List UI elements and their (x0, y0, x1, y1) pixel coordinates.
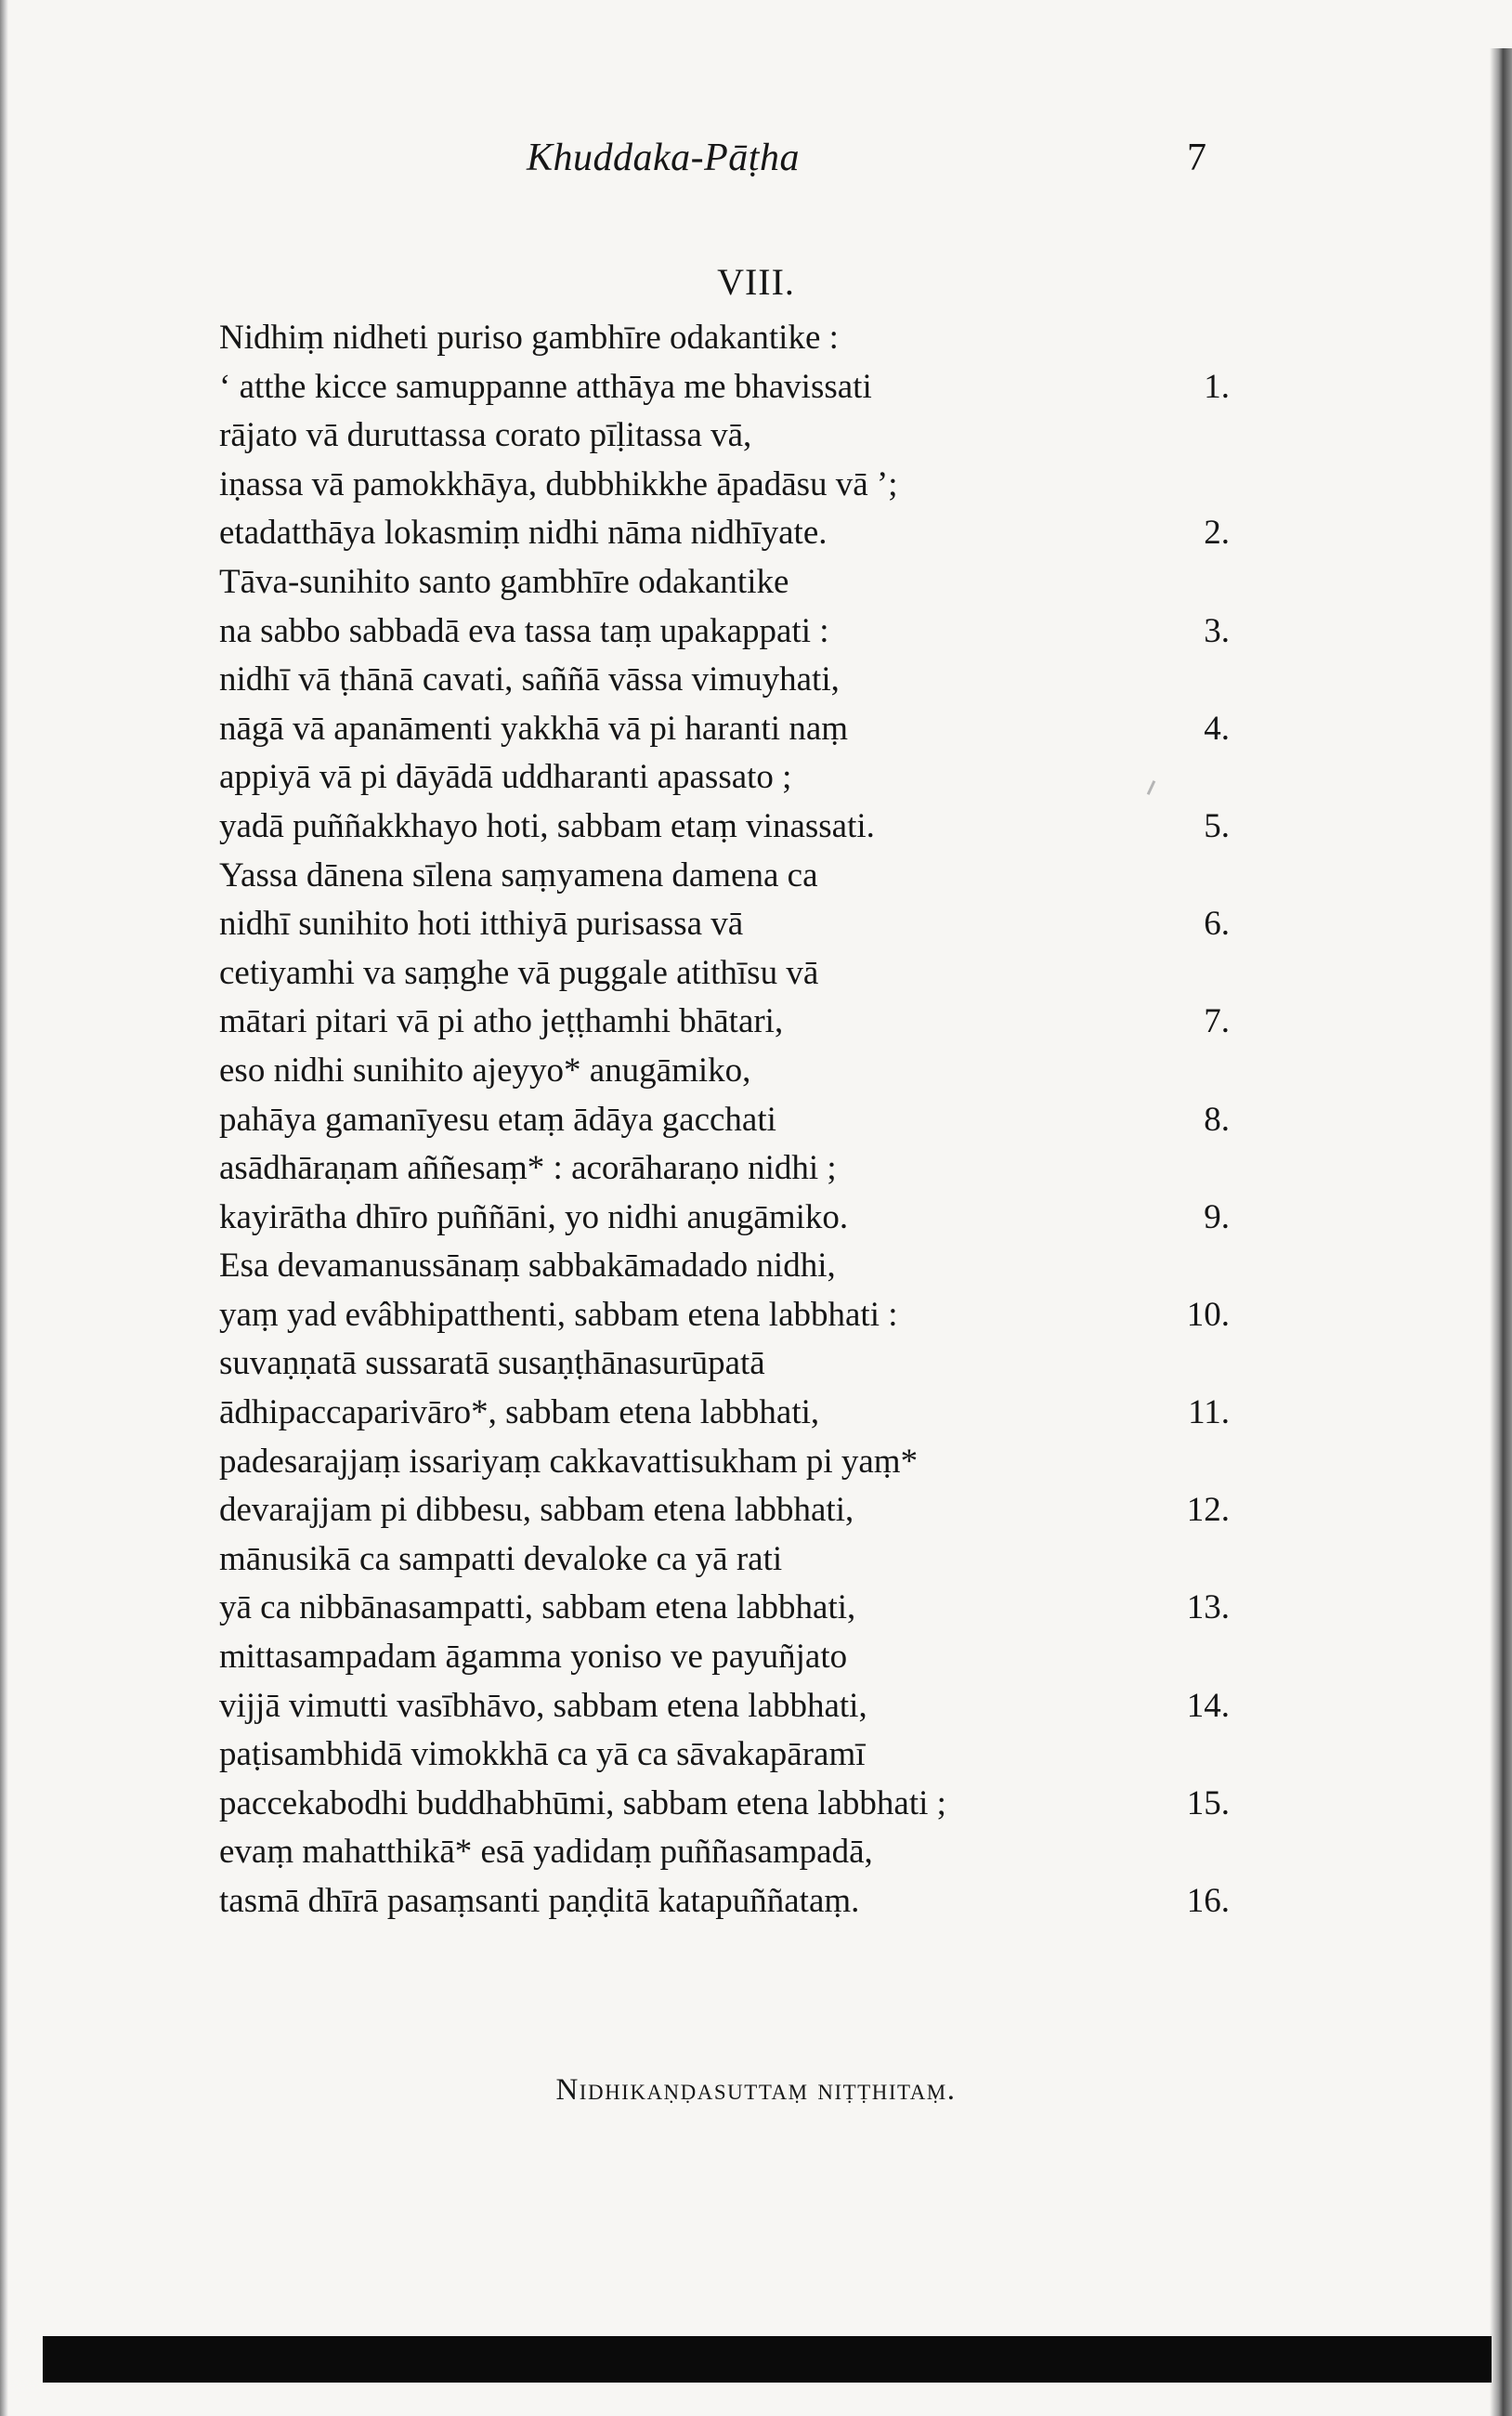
verse-line-text: Nidhiṃ nidheti puriso gambhīre odakantike : (219, 319, 839, 357)
verse-line-text: etadatthāya lokasmiṃ nidhi nāma nidhīyate. (219, 514, 828, 553)
verse-line (219, 1194, 1241, 1243)
verse-line-text: mānusikā ca sampatti devaloke ca yā rati (219, 1539, 783, 1578)
verse-line (219, 1438, 1241, 1487)
verse-line (219, 1339, 1241, 1389)
verse-number: 5. (1204, 806, 1230, 845)
verse-number: 1. (1204, 367, 1230, 406)
page-left-shadow (0, 0, 8, 2416)
verse-line (219, 509, 1241, 558)
section-heading: VIII. (717, 261, 795, 303)
verse-line-text: Esa devamanussānaṃ sabbakāmadado nidhi, (219, 1247, 836, 1286)
verse-line-text: mātari pitari vā pi atho jeṭṭhamhi bhātari, (219, 1002, 784, 1041)
verse-line-text: eso nidhi sunihito ajeyyo* anugāmiko, (219, 1051, 751, 1090)
verse-line-text: yā ca nibbānasampatti, sabbam etena labbhati, (219, 1588, 856, 1627)
verse-number: 8. (1204, 1100, 1230, 1139)
verse-line-text: yadā puññakkhayo hoti, sabbam etaṃ vinassati. (219, 806, 875, 845)
verse-number: 14. (1186, 1686, 1230, 1725)
verse-number: 6. (1204, 905, 1230, 944)
verse-line (219, 949, 1241, 999)
verse-line-text: devarajjam pi dibbesu, sabbam etena labbhati, (219, 1491, 854, 1530)
verse-line (219, 558, 1241, 607)
verse-line (219, 1730, 1241, 1780)
verse-line (219, 1096, 1241, 1145)
verse-line (219, 607, 1241, 657)
verse-line-text: ‘ atthe kicce samuppanne atthāya me bhavissati (219, 367, 872, 406)
verse-line-text: na sabbo sabbadā eva tassa taṃ upakappati : (219, 611, 829, 650)
verse-line (219, 1584, 1241, 1633)
verse-number: 4. (1204, 709, 1230, 748)
verse-line (219, 656, 1241, 705)
verse-line-text: nidhī vā ṭhānā cavati, saññā vāssa vimuyhati, (219, 660, 840, 699)
page-right-binding-edge (1490, 48, 1512, 2416)
verse-line (219, 852, 1241, 901)
verse-line (219, 1144, 1241, 1194)
verse-number: 7. (1204, 1002, 1230, 1041)
verse-line (219, 314, 1241, 363)
verse-number: 16. (1186, 1882, 1230, 1920)
verse-line (219, 1291, 1241, 1340)
page-number: 7 (1187, 137, 1206, 179)
verse-number: 12. (1186, 1491, 1230, 1530)
verse-line (219, 1389, 1241, 1438)
verse-line-text: evaṃ mahatthikā* esā yadidaṃ puññasampadā, (219, 1833, 873, 1872)
verse-number: 15. (1186, 1783, 1230, 1822)
verse-line-text: ādhipaccaparivāro*, sabbam etena labbhati, (219, 1393, 820, 1432)
verse-line-text: asādhāraṇam aññesaṃ* : acorāharaṇo nidhi ; (219, 1149, 837, 1188)
running-head-title: Khuddaka-Pāṭha (527, 137, 800, 179)
verse-line-text: nāgā vā apanāmenti yakkhā vā pi haranti naṃ (219, 709, 849, 748)
verse-line (219, 1682, 1241, 1731)
verse-line-text: paccekabodhi buddhabhūmi, sabbam etena labbhati ; (219, 1783, 946, 1822)
running-head (0, 136, 1512, 191)
verse-line (219, 998, 1241, 1047)
verse-number: 10. (1186, 1295, 1230, 1334)
verse-number: 13. (1186, 1588, 1230, 1627)
scan-bottom-border (43, 2336, 1492, 2383)
verse-line-text: mittasampadam āgamma yoniso ve payuñjato (219, 1638, 848, 1677)
verse-line (219, 1780, 1241, 1829)
verse-line-text: appiyā vā pi dāyādā uddharanti apassato ; (219, 758, 792, 797)
verse-line-text: Tāva-sunihito santo gambhīre odakantike (219, 562, 789, 601)
verse-line (219, 461, 1241, 510)
verse-line (219, 753, 1241, 803)
verse-number: 3. (1204, 611, 1230, 650)
verse-line (219, 1242, 1241, 1291)
verse-line-text: vijjā vimutti vasībhāvo, sabbam etena labbhati, (219, 1686, 867, 1725)
verse-line (219, 363, 1241, 412)
verse-line (219, 1486, 1241, 1535)
verse-line (219, 1535, 1241, 1585)
verse-line (219, 803, 1241, 852)
verse-line (219, 1877, 1241, 1926)
verse-line-text: padesarajjaṃ issariyaṃ cakkavattisukham pi yaṃ* (219, 1442, 919, 1481)
colophon: Nidhikaṇḍasuttaṃ niṭṭhitaṃ. (555, 2073, 957, 2107)
verse-number: 11. (1188, 1393, 1230, 1432)
verse-line-text: rājato vā duruttassa corato pīḷitassa vā, (219, 416, 752, 455)
verse-number: 9. (1204, 1197, 1230, 1236)
verse-line-text: suvaṇṇatā sussaratā susaṇṭhānasurūpatā (219, 1344, 765, 1383)
verse-line (219, 705, 1241, 754)
verse-line-text: paṭisambhidā vimokkhā ca yā ca sāvakapāramī (219, 1735, 866, 1774)
verse-text-block (219, 314, 1241, 1926)
verse-line (219, 1633, 1241, 1682)
verse-line (219, 411, 1241, 461)
verse-line-text: nidhī sunihito hoti itthiyā purisassa vā (219, 905, 744, 944)
verse-line (219, 1828, 1241, 1877)
verse-line-text: pahāya gamanīyesu etaṃ ādāya gacchati (219, 1100, 776, 1139)
verse-line-text: yaṃ yad evâbhipatthenti, sabbam etena labbhati : (219, 1295, 898, 1334)
verse-line-text: cetiyamhi va saṃghe vā puggale atithīsu vā (219, 953, 819, 992)
verse-line-text: tasmā dhīrā pasaṃsanti paṇḍitā katapuññataṃ. (219, 1882, 860, 1920)
verse-line (219, 1047, 1241, 1096)
verse-number: 2. (1204, 514, 1230, 553)
verse-line-text: kayirātha dhīro puññāni, yo nidhi anugāmiko. (219, 1197, 849, 1236)
verse-line-text: Yassa dānena sīlena saṃyamena damena ca (219, 855, 818, 895)
verse-line-text: iṇassa vā pamokkhāya, dubbhikkhe āpadāsu vā ’; (219, 464, 898, 503)
verse-line (219, 900, 1241, 949)
